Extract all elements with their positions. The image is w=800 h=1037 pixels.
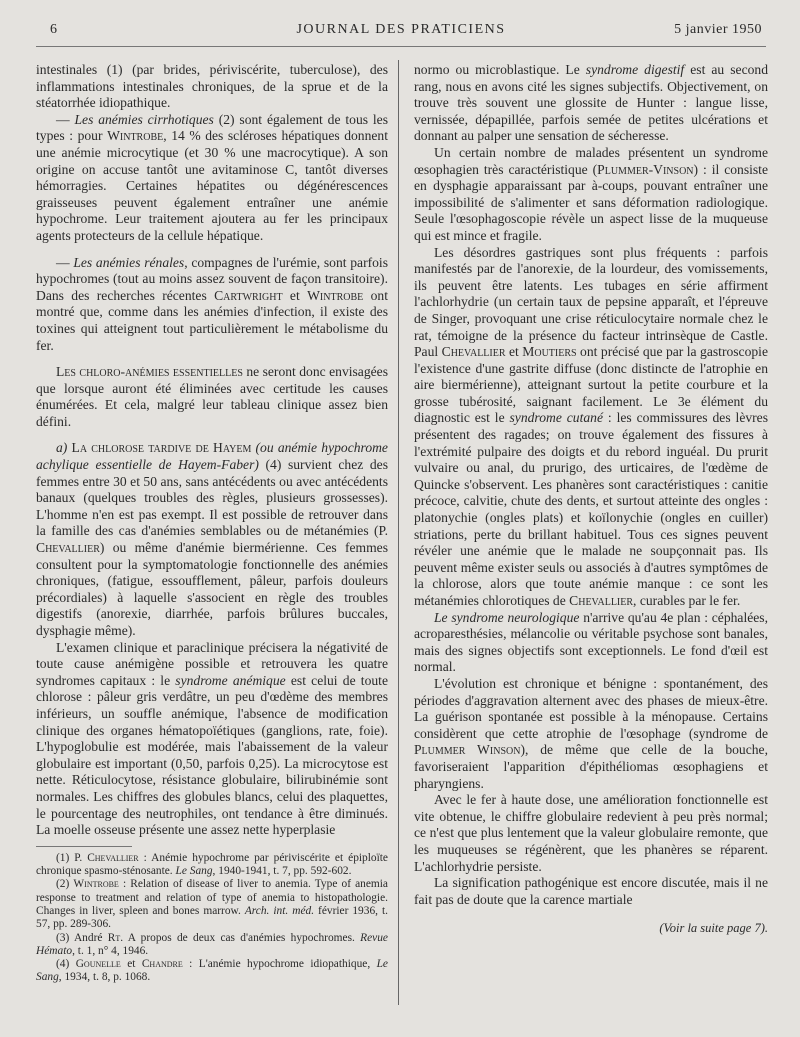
header-rule [36,46,766,47]
paragraph: Avec le fer à haute dose, une amélioration fonctionnelle est vite obtenue, le chiffre globulaire redevient à peu près normal; ce n'est que plus lentement que la valeur globulaire remonte, que les muqueuses se régénèrent, que les phanères se réparent. L'achlorhydrie persiste. [414,792,768,874]
paragraph: Les chloro-anémies essentielles ne seront donc envisagées que lorsque auront été éliminées avec certitude les causes énumérées. Et cela, malgré leur tableau clinique assez bien défini. [36,364,388,429]
right-column [414,62,768,937]
paragraph: Le syndrome neurologique n'arrive qu'au 4e plan : céphalées, acroparesthésies, mélancolie ou véritable psychose sont banales, mais des signes objectifs sont exceptionnels. Le fond d'œil est normal. [414,609,768,675]
paragraph: normo ou microblastique. Le syndrome digestif est au second rang, nous en avons cité les signes subjectifs. Objectivement, on trouve très souvent une glossite de Hunter : langue lisse, vernissée, dépapillée, parfois semée de petites ulcérations et donnant au palper une sensation de sécheresse. [414,62,769,144]
paragraph: a) La chlorose tardive de Hayem (ou anémie hypochrome achylique essentielle de Hayem-Faber) (4) survient chez des femmes entre 30 et 50 ans, sans antécédents ou avec antécédents banaux (quelques troubles des règles, plusieurs grossesses). L'homme n'en est pas exempt. Il est possible de retrouver dans la famille des cas d'anémies semblables ou de métanémies (P. Chevallier) ou même d'anémie biermérienne. Ces femmes consultent pour la symptomatologie fonctionnelle des anémies chroniques, (fatigue, essoufflement, pâleur, parfois douleurs précordiales) à laquelle s'associent en règle des troubles digestifs (anorexie, diarrhée, parfois brûlures buccales, dysphagie même). [36,440,388,638]
page-header [40,22,762,44]
paragraph: — Les anémies cirrhotiques (2) sont également de tous les types : pour Wintrobe, 14 % des scléroses hépatiques donnent une anémie microcytique (et 30 % une macrocytique). A son origine on accuse tantôt une avitaminose C, tantôt diverses hémorragies. Certaines hépatites ou dégénérescences graisseuses peuvent également entraîner une anémie hypochrome. Leur traitement ajoutera au fer les principaux agents protecteurs de la cellule hépatique. [36,111,388,243]
section-label: Les anémies rénales [73,254,185,270]
paragraph: — Les anémies rénales, compagnes de l'urémie, sont parfois hypochromes (tout au moins assez souvent de façon transitoire). Dans des recherches récentes Cartwright et Wintrobe ont montré que, comme dans les anémies d'infection, il existe des toxines qui atteignent tout particulièrement le métabolisme du fer. [36,254,389,353]
author-name: Plummer-Vinson [597,161,694,177]
paragraph: Un certain nombre de malades présentent un syndrome œsophagien très caractéristique (Plummer-Vinson) : il consiste en dysphagie apparaissant par à-coups, pouvant entraîner une impossibilité de s'alimenter et sans déformation radiologique. Seule l'œsophagoscopie révèle un aspect lisse de la muqueuse qui est mince et fragile. [414,144,768,243]
footnote: (2) Wintrobe : Relation of disease of liver to anemia. Type of anemia response to treatment and relation of type of anemia to histopathologie. Changes in liver, spleen and bones marrow. Arch. int. méd. février 1936, t. 57, pp. 289-306. [36,878,388,931]
left-column [36,62,388,985]
paragraph: La signification pathogénique est encore discutée, mais il ne fait pas de doute que la carence martiale [414,875,768,907]
footnote: (4) Gounelle et Chandre : L'anémie hypochrome idiopathique, Le Sang, 1934, t. 8, p. 1068. [36,958,388,984]
paragraph: intestinales (1) (par brides, périviscérite, tuberculose), des inflammations intestinales chroniques, de la sprue et de la stéatorrhée idiopathique. [36,62,388,111]
author-name: Chevallier [36,540,100,556]
author-name: Hayem [213,440,252,456]
paragraph: Les désordres gastriques sont plus fréquents : parfois manifestés par de l'anorexie, de la lourdeur, des vomissements, ils peuvent être latents. Les tubages en série affirment l'achlorhydrie (un certain taux de pepsine apparaît, et l'épreuve de Singer, provoquant une crise réticulocytaire normale chez le rat, témoigne de la présence du facteur intrinsèque de Castle. Paul Chevallier et Moutiers ont précisé que par la gastroscopie l'existence d'une gastrite diffuse (donc distincte de l'atrophie en aire biermérienne), atteignant surtout la petite courbure et la grosse tubérosité, saignant facilement. Le 3e élément du diagnostic est le syndrome cutané : les commissures des lèvres présentent des ragades; on trouve également des fissures à l'extrémité pulpaire des doigts et du rebord inguéal. Du prurit vulvaire ou anal, du prurigo, des urticaires, de l'œdème de Quincke s'observent. Les phanères sont caractéristiques : canitie précoce, calvitie, chute des dents, et surtout atteinte des ongles : platonychie (ongles plats) et koïlonychie (ongles en cuiller) striations, perte du brillant habituel. Tous ces signes peuvent révéler une anémie que le malade ne soupçonnait pas. Ils peuvent même exister seuls ou associés à d'autres symptômes de la chlorose, alors que toute anémie manque : ce sont les métanémies chlorotiques de Chevallier, curables par le fer. [414,244,768,608]
continued-note: (Voir la suite page 7). [659,921,768,936]
column-divider [398,60,399,1005]
footnote: (3) André Rt. A propos de deux cas d'anémies hypochromes. Revue Hémato, t. 1, n° 4, 1946. [36,931,388,957]
issue-date: 5 janvier 1950 [674,22,762,37]
journal-title: JOURNAL DES PRATICIENS [296,22,506,37]
footnote: (1) P. Chevallier : Anémie hypochrome par périviscérite et épiploïte chronique spasmo-sténosante. Le Sang, 1940-1941, t. 7, pp. 592-602. [36,851,388,878]
page-number: 6 [50,22,58,37]
footnote-rule [36,846,132,847]
author-name: Wintrobe [107,128,164,144]
paragraph: L'évolution est chronique et bénigne : spontanément, des périodes d'aggravation alternent avec des phases de mieux-être. La guérison spontanée est possible à la ménopause. Certains considèrent que cette atrophie de l'œsophage (syndrome de Plummer Winson), de même que celle de la bouche, favoriseraient l'apparition d'épithéliomas œsophagiens et pharyngiens. [414,675,768,791]
subtitle: (ou anémie hypochrome achylique essentielle de Hayem-Faber) [36,440,388,473]
section-heading: Les chloro-anémies essentielles [56,364,243,380]
paragraph: L'examen clinique et paraclinique précisera la négativité de toute cause anémigène possible et retrouvera les quatre syndromes capitaux : le syndrome anémique est celui de toute chlorose : pâleur gris verdâtre, un peu d'œdème des membres inférieurs, un souffle anémique, l'absence de modification clinique des organes hématopoïétiques (ganglions, rate, foie). L'hypoglobulie est modérée, mais l'abaissement de la valeur globulaire est important (0,50, parfois 0,25). La microcytose est nette. Réticulocytose, résistance globulaire, bilirubinémie sont normales. Les chiffres des globules blancs, celui des plaquettes, le pourcentage des neutrophiles, ont tendance à être diminués. La moelle osseuse présente une assez nette hyperplasie [36,639,388,838]
author-name: Wintrobe [307,287,364,303]
section-heading: La chlorose tardive de [71,440,209,456]
author-name: Cartwright [214,287,283,303]
section-label: Les anémies cirrhotiques [74,111,214,127]
